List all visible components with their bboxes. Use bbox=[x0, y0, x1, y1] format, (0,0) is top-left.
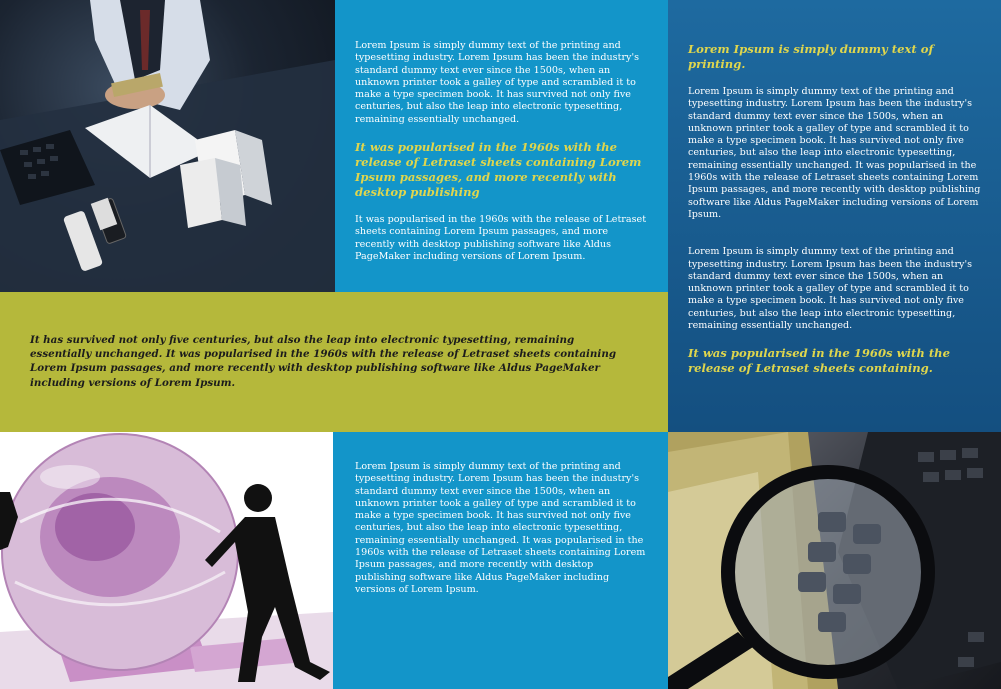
top-panel-paragraph-2: It was popularised in the 1960s with the release of Letraset sheets containing Lorem Ipsum passages, and more recently with desktop publishing software like Aldus PageMaker including versions of Lorem Ipsum. bbox=[355, 214, 647, 262]
top-panel-paragraph-1: Lorem Ipsum is simply dummy text of the printing and typesetting industry. Lorem Ipsum has been the industry's standard dummy text ever since the 1500s, when an unknown printer took a galley of type and scrambled it to make a type specimen book. It has survived not only five centuries, but also the leap into electronic typesetting, remaining essentially unchanged. bbox=[355, 40, 640, 125]
quote-band bbox=[0, 292, 668, 432]
photo-banknote-globe bbox=[0, 432, 333, 689]
money-desk-illustration bbox=[0, 0, 335, 292]
photo-money-desk bbox=[0, 0, 335, 292]
right-panel-paragraph-2: Lorem Ipsum is simply dummy text of the printing and typesetting industry. Lorem Ipsum has been the industry's standard dummy text ever since the 1500s, when an unknown printer took a galley of type and scrambled it to make a type specimen book. It has survived not only five centuries, but also the leap into electronic typesetting, remaining essentially unchanged. bbox=[688, 246, 973, 332]
right-panel-highlight-top: Lorem Ipsum is simply dummy text of printing. bbox=[688, 42, 934, 71]
right-panel-highlight-bottom: It was popularised in the 1960s with the release of Letraset sheets containing. bbox=[688, 346, 950, 376]
text-panel-right bbox=[668, 0, 1001, 432]
magnifier-illustration bbox=[668, 432, 1001, 689]
photo-magnifier-calculator bbox=[668, 432, 1001, 689]
bottom-panel-paragraph: Lorem Ipsum is simply dummy text of the printing and typesetting industry. Lorem Ipsum has been the industry's standard dummy text ever since the 1500s, when an unknown printer took a galley of type and scrambled it to make a type specimen book. It has survived not only five centuries, but also the leap into electronic typesetting, remaining essentially unchanged. It was popularised in the 1960s with the release of Letraset sheets containing Lorem Ipsum passages, and more recently with desktop publishing software like Aldus PageMaker including versions of Lorem Ipsum. bbox=[355, 461, 646, 595]
top-panel-highlight: It was popularised in the 1960s with the release of Letraset sheets containing Lorem Ipsum passages, and more recently with desktop publishing bbox=[355, 140, 642, 200]
text-panel-top bbox=[335, 0, 668, 292]
quote-text: It has survived not only five centuries, but also the leap into electronic typesetting, remaining essentially unchanged. It was popularised in the 1960s with the release of Letraset sheets containing Lorem Ipsum passages, and more recently with desktop publishing software like Aldus PageMaker including versions of Lorem Ipsum. bbox=[30, 334, 617, 389]
banknote-globe-illustration bbox=[0, 432, 333, 689]
text-panel-bottom bbox=[333, 432, 668, 689]
right-panel-paragraph-1: Lorem Ipsum is simply dummy text of the printing and typesetting industry. Lorem Ipsum has been the industry's standard dummy text ever since the 1500s, when an unknown printer took a galley of type and scrambled it to make a type specimen book. It has survived not only five centuries, but also the leap into electronic typesetting, remaining essentially unchanged. It was popularised in the 1960s with the release of Letraset sheets containing Lorem Ipsum passages, and more recently with desktop publishing software like Aldus PageMaker including versions of Lorem Ipsum. bbox=[688, 86, 981, 220]
